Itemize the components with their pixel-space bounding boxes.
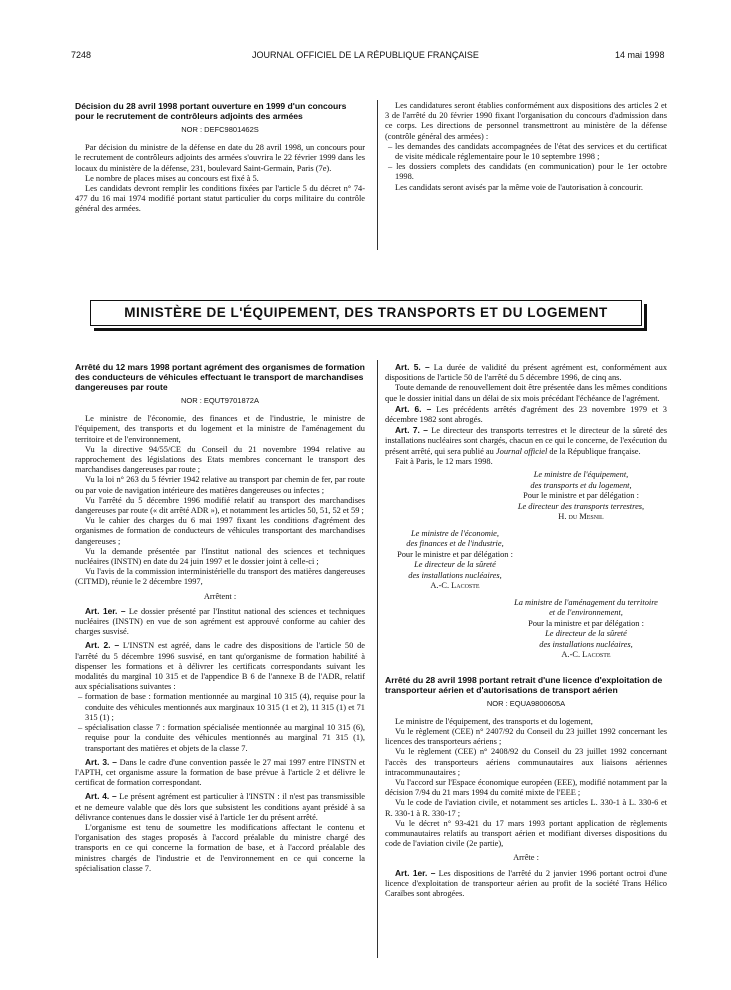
article-text: Le directeur des transports terrestres et le directeur de la sûreté des installations nucléaires sont chargés, chacun en ce qui le concerne, de l'exécution du présent arrêté, qui sera publié au: [385, 426, 667, 456]
article-label: Art. 2. –: [85, 640, 120, 651]
signatory-name: H. du Mesnil: [558, 512, 604, 522]
article-5: [385, 362, 667, 383]
delegation-line: Pour la ministre et par délégation :: [528, 618, 644, 628]
list-item: – les demandes des candidats accompagnées de l'état des services et du certificat de visite médicale réglementaire pour le 10 septembre 1998 ;: [388, 141, 667, 162]
article-text: Le présent agrément est particulier à l'INSTN : il n'est pas transmissible et ne demeure valable que dès lors que subsistent les conditions ayant présidé à sa délivrance contenues dans le dossier visé à l'article 1er du présent arrêté.: [75, 792, 365, 822]
signatory-role: des finances et de l'industrie,: [406, 539, 504, 549]
decision1-right: [385, 101, 667, 193]
paragraph: L'organisme est tenu de soumettre les modifications affectant le contenu et l'organisation des stages proposés à l'accord préalable du ministre chargé des transports en ce qui concerne la formation de base, et à l'accord préalable des ministres chargés de l'industrie et de l'environnement en ce qui concerne la spécialisation classe 7.: [75, 822, 365, 873]
paragraph: Vu le règlement (CEE) n° 2407/92 du Conseil du 23 juillet 1992 concernant les licences des transporteurs aériens ;: [385, 726, 667, 747]
list-item: – spécialisation classe 7 : formation spécialisée mentionnée au marginal 10 315 (6), requise pour la conduite des véhicules mentionnés au marginal 71 315 (1), transportant des matières et objets de la classe 7.: [78, 723, 365, 753]
column-divider: [377, 100, 378, 250]
delegation-line: Pour le ministre et par délégation :: [397, 549, 513, 559]
article-label: Art. 5. –: [395, 362, 430, 372]
arrete1-nor: NOR : EQUT9701872A: [181, 396, 259, 405]
article-1: [385, 868, 667, 900]
paragraph: Les candidats seront avisés par la même voie de l'autorisation à concourir.: [395, 182, 644, 192]
paragraph: Vu la directive 94/55/CE du Conseil du 21 novembre 1994 relative au rapprochement des législations des Etats membres concernant le transport des marchandises dangereuses par route ;: [75, 444, 365, 475]
paragraph: Vu le règlement (CEE) n° 2408/92 du Conseil du 23 juillet 1992 concernant l'accès des transporteurs aériens communautaires aux liaisons aériennes intracommunautaires ;: [385, 747, 667, 777]
signatory-role: et de l'environnement,: [549, 608, 623, 618]
signatory-role: des transports et du logement,: [530, 480, 632, 490]
arrete2-nor: NOR : EQUA9800605A: [486, 698, 566, 708]
paragraph: Les candidatures seront établies conformément aux dispositions des articles 2 et 3 de l'arrêté du 20 février 1990 fixant l'organisation du concours d'admission dans ce corps. Les directions de personnel transmettront au ministère de la défense (contrôle général des armées) :: [385, 101, 667, 141]
decision1-nor: NOR : DEFC9801462S: [181, 125, 259, 134]
article-label: Art. 3. –: [85, 756, 117, 767]
article-1: [75, 606, 365, 638]
article-text: La durée de validité du présent agrément est, conformément aux dispositions de l'article 50 de l'arrêté du 5 décembre 1996, de cinq ans.: [385, 363, 668, 383]
signatory-function: Le directeur des transports terrestres,: [517, 501, 645, 511]
paragraph: Toute demande de renouvellement doit être présentée dans les mêmes conditions que le dossier initial dans un délai de six mois précédant l'échéance de l'agrément.: [385, 383, 667, 403]
issue-date: 14 mai 1998: [615, 50, 665, 60]
signatory-function: des installations nucléaires,: [539, 639, 633, 649]
paragraph: Le ministre de l'économie, des finances et de l'industrie, le ministre de l'équipement, des transports et du logement et la ministre de l'aménagement du territoire et de l'environnement,: [75, 414, 365, 444]
article-3: [75, 757, 365, 789]
arrete1-left: [75, 362, 365, 874]
signatory-function: Le directeur de la sûreté: [545, 629, 627, 639]
paragraph: Les candidats devront remplir les conditions fixées par l'article 5 du décret n° 74-477 du 16 mai 1974 modifié portant statut particulier du corps militaire du contrôle général des armées.: [75, 184, 365, 214]
signing-place-date: Fait à Paris, le 12 mars 1998.: [395, 456, 493, 466]
paragraph: Le ministre de l'équipement, des transports et du logement,: [395, 716, 593, 726]
decision1-title: Décision du 28 avril 1998 portant ouverture en 1999 d'un concours pour le recrutement de contrôleurs adjoints des armées: [75, 101, 347, 121]
journal-officiel-ref: Journal officiel: [495, 446, 548, 456]
paragraph: Le nombre de places mises au concours est fixé à 5.: [85, 173, 259, 183]
signature-block-1: [495, 470, 667, 523]
page-number: 7248: [71, 50, 92, 60]
signatory-role: La ministre de l'aménagement du territoire: [514, 597, 658, 607]
article-text: L'INSTN est agréé, dans le cadre des dispositions de l'article 50 de l'arrêté du 5 décembre 1996 susvisé, en tant qu'organisme de formation habilité à dispenser les formations et à délivrer les certificats correspondants suivant les modalités du marginal 10 315 et de l'appendice B 6 de l'annexe B de l'ADR, relatif aux spécialisations suivantes :: [75, 641, 365, 692]
signatory-role: Le ministre de l'économie,: [410, 528, 499, 538]
article-text: Les dispositions de l'arrêté du 2 janvier 1996 portant octroi d'une licence d'exploitation de transporteur aérien au profit de la société Trans Hélico Caraïbes sont abrogées.: [385, 868, 667, 898]
article-label: Art. 7. –: [395, 425, 428, 436]
arrete2-title: Arrêté du 28 avril 1998 portant retrait d'une licence d'exploitation de transporteur aérien et d'autorisations de transport aérien: [385, 674, 663, 695]
signatory-name: A.-C. Lacoste: [430, 581, 480, 591]
signatory-name: A.-C. Lacoste: [561, 650, 611, 660]
article-text: de la République française.: [547, 446, 641, 456]
arrete1-right: [385, 362, 667, 899]
paragraph: Vu le code de l'aviation civile, et notamment ses articles L. 330-1 à L. 330-6 et R. 330-1 à R. 330-17 ;: [385, 798, 667, 818]
signature-block-2: [385, 529, 525, 592]
column-divider: [377, 360, 378, 958]
article-label: Art. 6. –: [395, 403, 432, 414]
signatory-role: Le ministre de l'équipement,: [533, 470, 629, 480]
signatory-function: Le directeur de la sûreté: [414, 560, 496, 570]
paragraph: Vu l'arrêté du 5 décembre 1996 modifié relatif au transport des marchandises dangereuses par route (« dit arrêté ADR »), et notamment les articles 50, 51, 52 et 59 ;: [75, 495, 365, 516]
arrete-word: Arrête :: [513, 853, 539, 863]
paragraph: Par décision du ministre de la défense en date du 28 avril 1998, un concours pour le recrutement de contrôleurs adjoints des armées s'ouvrira le 22 février 1999 dans les locaux du ministère de la défense, 231, boulevard Saint-Germain, Paris (7e).: [75, 143, 365, 173]
article-2: [75, 640, 365, 692]
article-4: [75, 791, 365, 823]
article-6: [385, 404, 667, 425]
paragraph: Vu la demande présentée par l'Institut national des sciences et techniques nucléaires (INSTN) en date du 24 juin 1997 et le dossier joint à celle-ci ;: [75, 546, 365, 567]
article-text: Dans le cadre d'une convention passée le 27 mai 1997 entre l'INSTN et l'APTH, cet organisme assure la formation de base prévue à l'article 2 et délivre le certificat de formation correspondant.: [75, 757, 366, 788]
signature-block-3: [505, 598, 667, 661]
delegation-line: Pour le ministre et par délégation :: [523, 491, 639, 501]
paragraph: Vu l'avis de la commission interministérielle du transport des matières dangereuses (CITMD), réunie le 2 décembre 1997,: [75, 567, 365, 587]
paragraph: Vu la loi n° 263 du 5 février 1942 relative au transport par chemin de fer, par route ou par voie de navigation intérieure des matières dangereuses ou infectes ;: [75, 475, 365, 495]
arretent: Arrêtent :: [203, 591, 237, 601]
article-label: Art. 1er. –: [395, 867, 436, 878]
paragraph: Vu l'accord sur l'Espace économique européen (EEE), modifié notamment par la décision 7/94 du 21 mars 1994 du comité mixte de l'EEE ;: [385, 777, 667, 798]
ministry-banner: MINISTÈRE DE L'ÉQUIPEMENT, DES TRANSPORTS ET DU LOGEMENT: [90, 300, 642, 326]
signatory-function: des installations nucléaires,: [408, 570, 502, 580]
article-label: Art. 1er. –: [85, 605, 126, 616]
article-text: Le dossier présenté par l'Institut national des sciences et techniques nucléaires (INSTN) en vue de son agrément est approuvé conforme au cahier des charges susvisé.: [75, 606, 365, 637]
article-7: [385, 425, 667, 457]
arrete1-title: Arrêté du 12 mars 1998 portant agrément des organismes de formation des conducteurs de véhicules effectuant le transport de marchandises dangereuses par route: [75, 362, 365, 392]
article-text: Les précédents arrêtés d'agrément des 23 novembre 1979 et 3 décembre 1982 sont abrogés.: [385, 404, 667, 425]
decision1-left: [75, 101, 365, 215]
journal-title: JOURNAL OFFICIEL DE LA RÉPUBLIQUE FRANÇAISE: [252, 50, 479, 60]
list-item: – les dossiers complets des candidats (en communication) pour le 1er octobre 1998.: [388, 162, 667, 182]
article-label: Art. 4. –: [85, 791, 117, 802]
list-item: – formation de base : formation mentionnée au marginal 10 315 (4), requise pour la conduite des véhicules mentionnés aux marginaux 10 315 (1 et 2), 11 315 (1) et 71 315 (1) ;: [78, 692, 365, 722]
paragraph: Vu le cahier des charges du 6 mai 1997 fixant les conditions d'agrément des organismes de formation de conducteurs de véhicules transportant des marchandises dangereuses ;: [75, 516, 365, 546]
paragraph: Vu le décret n° 93-421 du 17 mars 1993 portant application de règlements communautaires relatifs au transport aérien et modifiant diverses dispositions du code de l'aviation civile (2e partie),: [385, 818, 667, 849]
